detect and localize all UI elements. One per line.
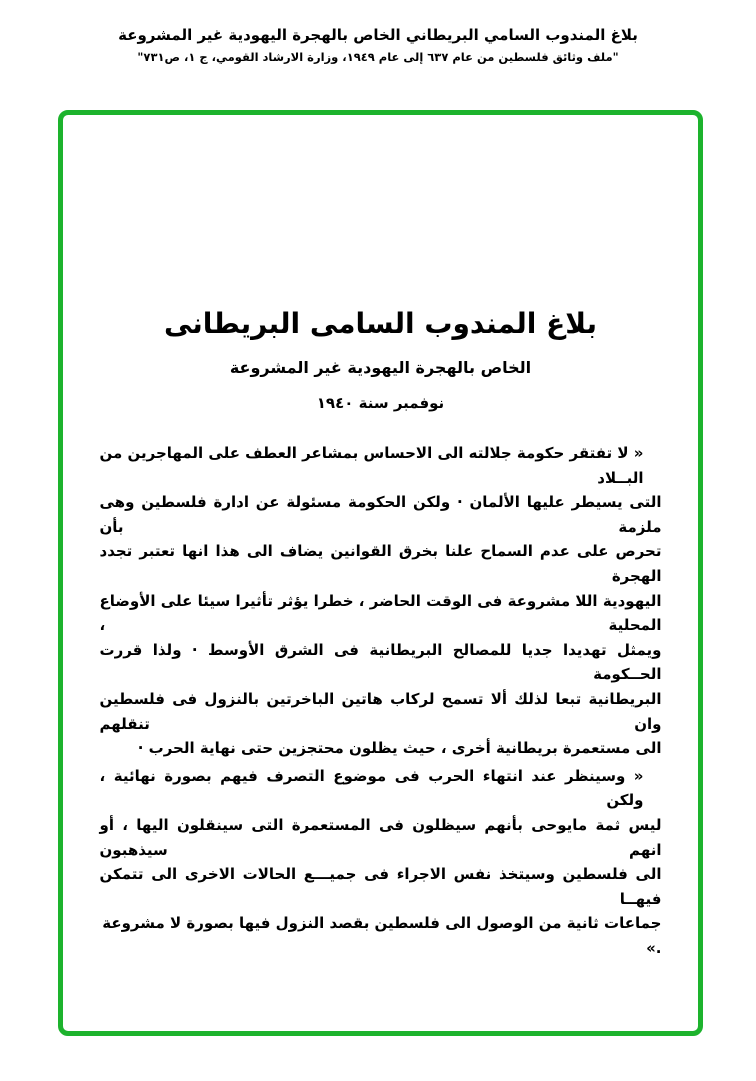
paragraph-1 (100, 441, 662, 761)
paragraph-2 (100, 764, 662, 961)
paragraph-1-line-1: « لا تفتقر حكومة جلالته الى الاحساس بمشاعر العطف على المهاجرين من البــلاد (99, 444, 644, 487)
document-title: بلاغ المندوب السامى البريطانى (163, 307, 598, 340)
paragraph-1-line-4: اليهودية اللا مشروعة فى الوقت الحاضر ، خطرا يؤثر تأثيرا سيئا على الأوضاع المحلية ، (99, 591, 662, 635)
page-header (0, 0, 756, 66)
paragraph-2-line-3: الى فلسطين وسيتخذ نفس الاجراء فى جميـــع الحالات الاخرى الى تتمكن فيهــا (99, 865, 662, 908)
document-subtitle: الخاص بالهجرة اليهودية غير المشروعة (229, 358, 532, 377)
paragraph-1-line-3: تحرص على عدم السماح علنا بخرق القوانين يضاف الى هذا انها تعتبر تجدد الهجرة (99, 542, 662, 585)
green-document-frame (58, 110, 703, 1036)
paragraph-1-line-6: البريطانية تبعا لذلك ألا تسمح لركاب هاتين الباخرتين بالنزول فى فلسطين وان تنقلهم (99, 689, 662, 733)
paragraph-2-line-4: جماعات ثانية من الوصول الى فلسطين بقصد النزول فيها بصورة لا مشروعة .» (102, 914, 662, 957)
paragraph-1-line-2: التى يسيطر عليها الألمان · ولكن الحكومة مسئولة عن ادارة فلسطين وهى ملزمة بأن (99, 493, 662, 536)
page-header-citation: "ملف وثائق فلسطين من عام ٦٣٧ إلى عام ١٩٤٩، وزارة الارشاد القومي، ج ١، ص٧٣١" (137, 50, 619, 64)
paragraph-1-line-7: الى مستعمرة بريطانية أخرى ، حيث يظلون محتجزين حتى نهاية الحرب · (137, 739, 662, 758)
paragraph-2-line-1: « وسينظر عند انتهاء الحرب فى موضوع التصرف فيهم بصورة نهائية ، ولكن (99, 766, 644, 810)
page-header-title: بلاغ المندوب السامي البريطاني الخاص بالهجرة اليهودية غير المشروعة (118, 26, 638, 44)
document-body (100, 441, 662, 960)
document-date: نوفمبر سنة ١٩٤٠ (316, 394, 445, 412)
paragraph-2-line-2: ليس ثمة مايوحى بأنهم سيظلون فى المستعمرة التى سينقلون اليها ، أو انهم سيذهبون (99, 815, 662, 859)
document-title-block (63, 307, 698, 413)
paragraph-1-line-5: ويمثل تهديدا جديا للمصالح البريطانية فى الشرق الأوسط · ولذا قررت الحــكومة (99, 640, 662, 684)
